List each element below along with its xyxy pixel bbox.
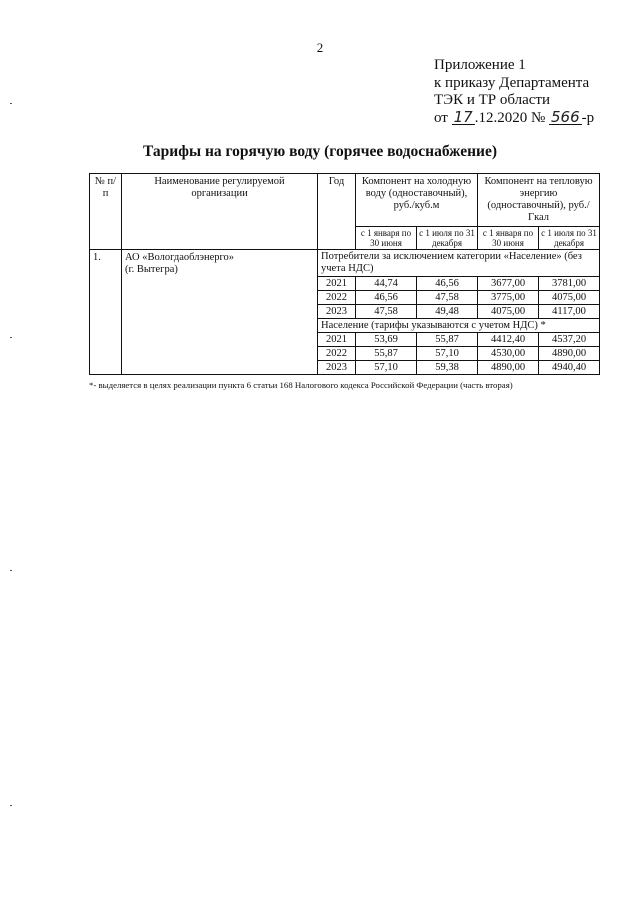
date-day-handwritten: 17 <box>453 107 473 126</box>
table-cell-value: 4530,00 <box>478 347 539 361</box>
table-cell-value: 47,58 <box>417 291 478 305</box>
header-cold-water: Компонент на холодную воду (одноставочный), руб./куб.м <box>356 174 478 227</box>
table-cell-value: 4117,00 <box>539 305 600 319</box>
page-number: 2 <box>316 40 324 55</box>
table-cell-value: 55,87 <box>417 333 478 347</box>
scan-mark <box>10 570 12 571</box>
table-cell-value: 49,48 <box>417 305 478 319</box>
table-cell-value: 53,69 <box>356 333 417 347</box>
period-cold-2: с 1 июля по 31 декабря <box>417 227 478 250</box>
organization-cell <box>122 250 318 375</box>
header-year: Год <box>318 174 356 250</box>
organization-name: АО «Вологдаоблэнерго» <box>125 252 235 263</box>
period-cold-1: с 1 января по 30 июня <box>356 227 417 250</box>
order-suffix: -р <box>581 109 595 126</box>
table-cell-value: 4890,00 <box>478 361 539 375</box>
group-label-population: Население (тарифы указываются с учетом НДС) * <box>318 319 600 333</box>
tariff-table <box>89 173 600 375</box>
table-cell-value: 3775,00 <box>478 291 539 305</box>
table-cell-value: 59,38 <box>417 361 478 375</box>
scan-mark <box>10 337 12 338</box>
table-row-year: 2023 <box>318 305 356 319</box>
table-cell-value: 46,56 <box>356 291 417 305</box>
table-cell-value: 47,58 <box>356 305 417 319</box>
appendix-line-2: к приказу Департамента <box>434 74 590 91</box>
row-number: 1. <box>90 250 122 375</box>
header-heat-energy: Компонент на тепловую энергию (одноставочный), руб./Гкал <box>478 174 600 227</box>
table-cell-value: 4412,40 <box>478 333 539 347</box>
header-organization: Наименование регулируемой организации <box>122 174 318 250</box>
date-prefix: от <box>434 109 448 126</box>
scan-mark <box>10 805 12 806</box>
header-num: № п/п <box>90 174 122 250</box>
table-cell-value: 57,10 <box>417 347 478 361</box>
table-row-year: 2022 <box>318 347 356 361</box>
appendix-line-1: Приложение 1 <box>434 57 526 73</box>
table-cell-value: 4537,20 <box>539 333 600 347</box>
table-cell-value: 4075,00 <box>478 305 539 319</box>
order-number-handwritten: 566 <box>551 107 580 126</box>
table-cell-value: 57,10 <box>356 361 417 375</box>
date-rest: .12.2020 № <box>474 109 546 126</box>
document-title: Тарифы на горячую воду (горячее водоснабжение) <box>142 143 497 160</box>
appendix-date-line <box>434 107 595 128</box>
table-row-year: 2023 <box>318 361 356 375</box>
table-row-year: 2022 <box>318 291 356 305</box>
group-label-non-population: Потребители за исключением категории «Население» (без учета НДС) <box>318 250 600 277</box>
organization-city: (г. Вытегра) <box>125 264 178 275</box>
period-heat-1: с 1 января по 30 июня <box>478 227 539 250</box>
scan-mark <box>10 103 12 104</box>
table-row-year: 2021 <box>318 277 356 291</box>
appendix-line-3: ТЭК и ТР области <box>434 92 550 108</box>
table-cell-value: 55,87 <box>356 347 417 361</box>
table-cell-value: 44,74 <box>356 277 417 291</box>
table-cell-value: 4940,40 <box>539 361 600 375</box>
period-heat-2: с 1 июля по 31 декабря <box>539 227 600 250</box>
appendix-block <box>434 57 594 127</box>
table-cell-value: 3677,00 <box>478 277 539 291</box>
footnote: *- выделяется в целях реализации пункта 6 статьи 168 Налогового кодекса Российской Федерации (часть вторая) <box>89 380 513 390</box>
table-cell-value: 3781,00 <box>539 277 600 291</box>
table-cell-value: 4075,00 <box>539 291 600 305</box>
table-row-year: 2021 <box>318 333 356 347</box>
table-cell-value: 46,56 <box>417 277 478 291</box>
table-cell-value: 4890,00 <box>539 347 600 361</box>
